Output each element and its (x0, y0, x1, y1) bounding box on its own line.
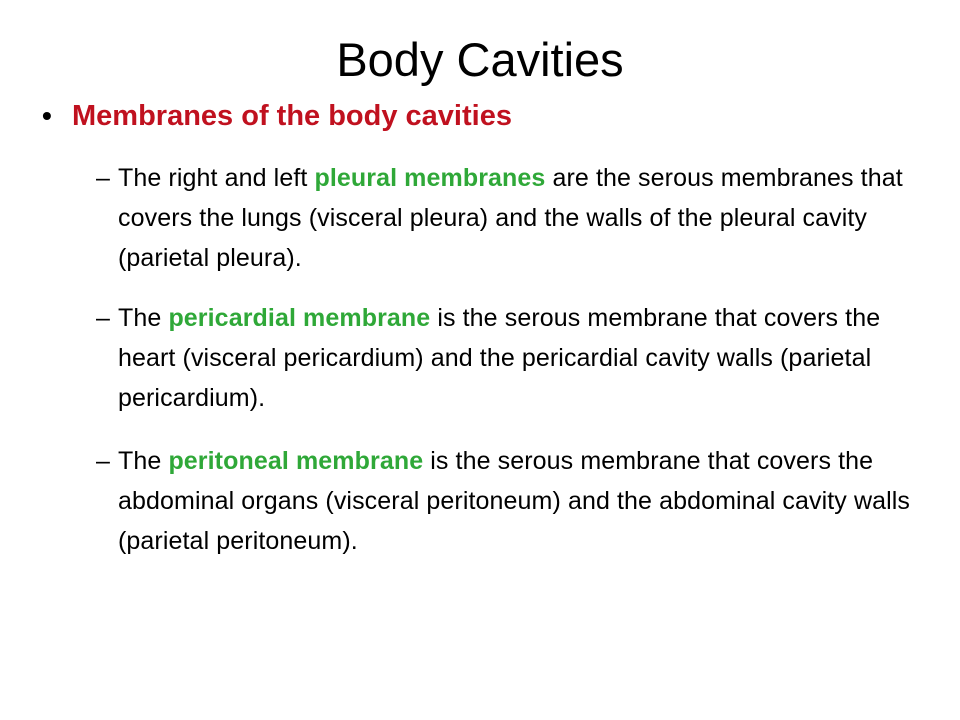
sub-bullet-marker: – (96, 447, 110, 475)
slide-title: Body Cavities (336, 33, 624, 86)
bullet-marker: • (42, 100, 52, 131)
highlight-term: peritoneal membrane (168, 447, 424, 475)
bullet-heading: Membranes of the body cavities (72, 100, 512, 132)
sub-bullet-text (118, 298, 926, 418)
sub-bullet-text-before: The (118, 447, 169, 475)
sub-bullet-marker: – (96, 304, 110, 332)
sub-bullet-text-after: is the serous membrane that covers the abdominal organs (visceral peritoneum) and the abdominal cavity walls (parietal peritoneum). (118, 447, 911, 555)
sub-bullet-text-after: are the serous membranes that covers the lungs (visceral pleura) and the walls of the pleural cavity (parietal pleura). (118, 164, 903, 272)
sub-bullet-text (118, 441, 926, 561)
sub-bullet-text-after: is the serous membrane that covers the heart (visceral pericardium) and the pericardial cavity walls (parietal pericardium). (118, 304, 881, 412)
sub-bullet-peritoneal (96, 441, 926, 561)
main-bullet (42, 96, 922, 136)
sub-bullet-text-before: The right and left (118, 164, 315, 192)
highlight-term: pleural membranes (314, 164, 546, 192)
sub-bullet-pericardial (96, 298, 926, 418)
sub-bullet-marker: – (96, 164, 110, 192)
sub-bullet-text (118, 158, 926, 278)
highlight-term: pericardial membrane (168, 304, 431, 332)
sub-bullet-pleural (96, 158, 926, 278)
sub-bullet-text-before: The (118, 304, 169, 332)
